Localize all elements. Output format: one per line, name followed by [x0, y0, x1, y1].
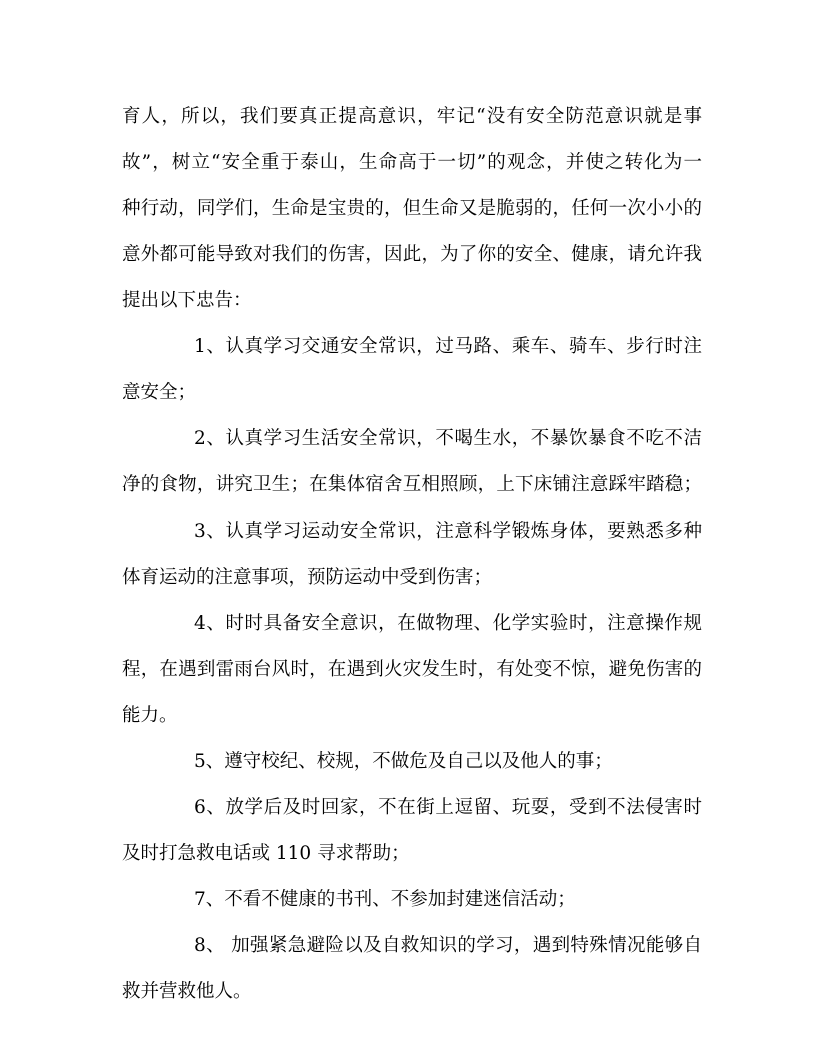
- text-line: 故”，树立“安全重于泰山，生命高于一切”的观念，并使之转化为一: [122, 152, 702, 173]
- list-item-line: 体育运动的注意事项，预防运动中受到伤害；: [122, 567, 493, 588]
- text-line: 种行动，同学们，生命是宝贵的，但生命又是脆弱的，任何一次小小的: [122, 198, 702, 219]
- list-item-line: 及时打急救电话或 110 寻求帮助；: [122, 843, 410, 864]
- list-item-line: 程，在遇到雷雨台风时，在遇到火灾发生时，有处变不惊，避免伤害的: [122, 659, 702, 680]
- list-item-line: 5、遵守校纪、校规，不做危及自己以及他人的事；: [194, 751, 613, 772]
- list-item-line: 3、认真学习运动安全常识，注意科学锻炼身体，要熟悉多种: [194, 521, 702, 542]
- list-item-line: 救并营救他人。: [122, 981, 252, 1002]
- text-line: 提出以下忠告：: [122, 290, 252, 311]
- list-item-line: 7、不看不健康的书刊、不参加封建迷信活动；: [194, 889, 576, 910]
- list-item-line: 意安全；: [122, 382, 197, 403]
- list-item-line: 6、放学后及时回家，不在街上逗留、玩耍，受到不法侵害时: [194, 797, 702, 818]
- text-line: 育人，所以，我们要真正提高意识，牢记“没有安全防范意识就是事: [122, 106, 702, 127]
- list-item-line: 净的食物，讲究卫生；在集体宿舍互相照顾，上下床铺注意踩牢踏稳；: [122, 474, 702, 495]
- list-item-line: 8、 加强紧急避险以及自救知识的学习，遇到特殊情况能够自: [194, 935, 702, 956]
- list-item-line: 2、认真学习生活安全常识，不喝生水，不暴饮暴食不吃不洁: [194, 428, 702, 449]
- list-item-line: 能力。: [122, 705, 178, 726]
- text-line: 意外都可能导致对我们的伤害，因此，为了你的安全、健康，请允许我: [122, 244, 702, 265]
- list-item-line: 4、时时具备安全意识，在做物理、化学实验时，注意操作规: [194, 613, 702, 634]
- list-item-line: 1、认真学习交通安全常识，过马路、乘车、骑车、步行时注: [194, 336, 702, 357]
